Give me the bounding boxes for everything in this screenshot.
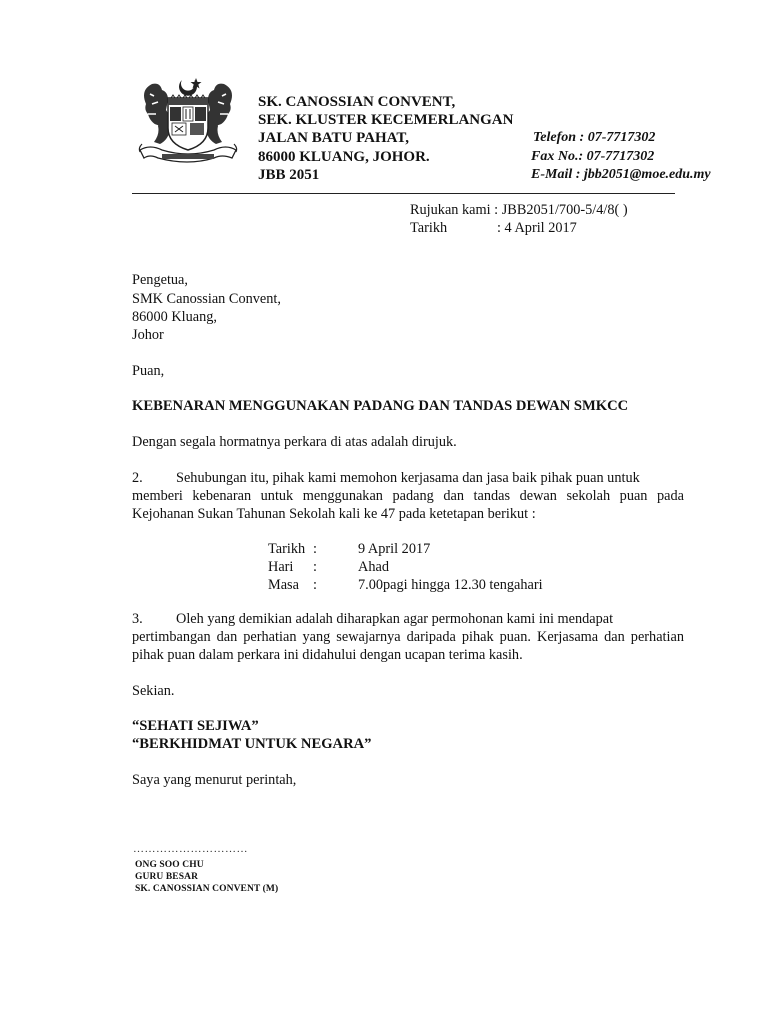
paragraph-1: Dengan segala hormatnya perkara di atas adalah dirujuk. <box>132 434 457 450</box>
telefon: Telefon : 07-7717302 <box>533 130 656 145</box>
detail-value: 9 April 2017 <box>358 541 431 557</box>
paragraph-3-body: pertimbangan dan perhatian yang sewajarnya daripada pihak puan. Kerjasama dan perhatian pihak puan dalam perkara ini didahului dengan ucapan terima kasih. <box>132 629 684 663</box>
detail-row <box>268 540 430 558</box>
detail-row <box>268 558 389 576</box>
detail-label: Hari <box>268 559 294 575</box>
recipient-line-3: 86000 Kluang, <box>132 309 217 325</box>
fax-number: Fax No.: 07-7717302 <box>531 149 655 164</box>
signatory-name: ONG SOO CHU <box>135 860 204 870</box>
detail-value: 7.00pagi hingga 12.30 tengahari <box>358 577 543 593</box>
signature-line: ………………………… <box>133 843 248 855</box>
detail-separator: : <box>313 559 317 575</box>
detail-label: Masa <box>268 577 299 593</box>
email: E-Mail : jbb2051@moe.edu.my <box>531 167 711 182</box>
recipient-line-4: Johor <box>132 327 164 343</box>
closing: Sekian. <box>132 683 175 699</box>
paragraph-2-first-line: Sehubungan itu, pihak kami memohon kerjasama dan jasa baik pihak puan untuk <box>176 470 640 486</box>
signoff: Saya yang menurut perintah, <box>132 772 297 788</box>
address-line-1: JALAN BATU PAHAT, <box>258 130 409 146</box>
subject-title: KEBENARAN MENGGUNAKAN PADANG DAN TANDAS DEWAN SMKCC <box>132 398 629 414</box>
detail-value: Ahad <box>358 559 389 575</box>
signatory-school: SK. CANOSSIAN CONVENT (M) <box>135 884 279 894</box>
malaysia-coat-of-arms-icon <box>132 74 244 174</box>
reference-number: Rujukan kami : JBB2051/700-5/4/8( ) <box>410 202 628 218</box>
detail-row <box>268 576 543 594</box>
detail-separator: : <box>313 577 317 593</box>
detail-label: Tarikh <box>268 541 306 557</box>
salutation: Puan, <box>132 363 165 379</box>
school-name: SK. CANOSSIAN CONVENT, <box>258 94 456 110</box>
paragraph-3-first-line: Oleh yang demikian adalah diharapkan agar permohonan kami ini mendapat <box>176 611 614 627</box>
motto-1: “SEHATI SEJIWA” <box>132 718 259 734</box>
header-divider <box>132 193 675 194</box>
detail-separator: : <box>313 541 317 557</box>
recipient-line-2: SMK Canossian Convent, <box>132 291 281 307</box>
paragraph-2-body: memberi kebenaran untuk menggunakan padang dan tandas dewan sekolah puan pada Kejohanan Sukan Tahunan Sekolah kali ke 47 pada ketetapan berikut : <box>132 488 684 522</box>
date-label: Tarikh <box>410 220 448 236</box>
date-value: : 4 April 2017 <box>497 220 577 236</box>
school-code: JBB 2051 <box>258 167 320 183</box>
paragraph-3-number: 3. <box>132 611 143 627</box>
recipient-line-1: Pengetua, <box>132 272 188 288</box>
school-cluster: SEK. KLUSTER KECEMERLANGAN <box>258 112 514 128</box>
address-line-2: 86000 KLUANG, JOHOR. <box>258 149 430 165</box>
signatory-title: GURU BESAR <box>135 872 199 882</box>
motto-2: “BERKHIDMAT UNTUK NEGARA” <box>132 736 372 752</box>
paragraph-2-number: 2. <box>132 470 143 486</box>
